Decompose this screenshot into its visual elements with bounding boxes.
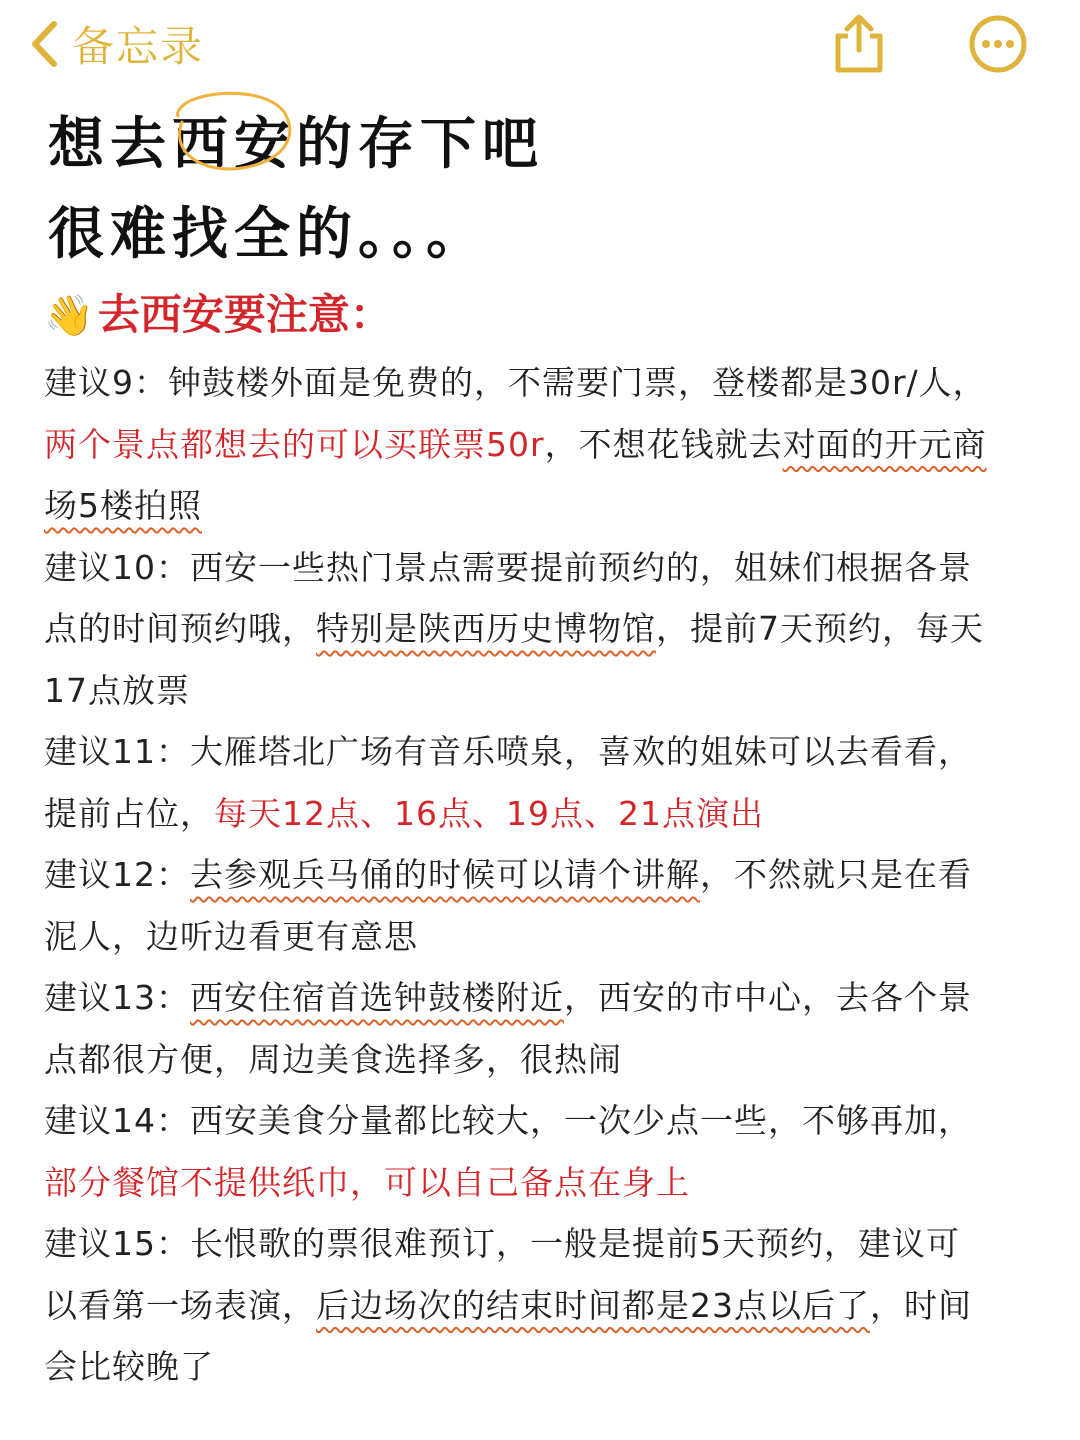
nav-bar: [0, 0, 1080, 92]
tip-line: [44, 1090, 1064, 1152]
back-label: 备忘录: [72, 22, 205, 71]
title-text: 想去: [48, 112, 172, 177]
tip-text: 建议14：西安美食分量都比较大，一次少点一些，不够再加，: [44, 1101, 972, 1140]
tip-text: 17点放票: [44, 670, 190, 710]
section-heading: [44, 282, 392, 342]
tip-text: 点都很方便，周边美食选择多，很热闹: [44, 1039, 622, 1079]
tip-text: 会比较晚了: [44, 1347, 214, 1386]
tip-item: [44, 967, 1064, 1090]
tip-text: ，不想花钱就去: [544, 424, 783, 464]
tip-line: [44, 783, 1064, 845]
tip-line: [44, 352, 1064, 414]
underlined-text: 场5楼拍照: [44, 486, 202, 525]
tip-line: [44, 967, 1064, 1029]
tip-line: [44, 844, 1064, 906]
share-button[interactable]: [830, 12, 888, 78]
tip-line: [44, 1275, 1064, 1337]
tip-text: 建议9：钟鼓楼外面是免费的，不需要门票，登楼都是30r/人，: [44, 363, 987, 402]
underlined-text: 对面的开元商: [782, 424, 987, 464]
note-title-line-1: [48, 100, 544, 180]
underlined-text: 西安住宿首选钟鼓楼附近: [190, 978, 564, 1017]
tip-item: [44, 1213, 1064, 1398]
tip-item: [44, 844, 1064, 967]
tip-line: [44, 1029, 1064, 1091]
chevron-left-icon: [30, 20, 58, 68]
tip-line: [44, 537, 1064, 599]
tip-line: [44, 906, 1064, 968]
tip-item: [44, 537, 1064, 722]
highlighted-text: 两个景点都想去的可以买联票50r: [44, 424, 545, 464]
highlighted-text: 部分餐馆不提供纸巾，可以自己备点在身上: [44, 1162, 690, 1202]
underlined-text: 特别是陕西历史博物馆: [316, 609, 656, 648]
tip-text: 提前占位，: [44, 793, 214, 833]
note-body: [44, 352, 1064, 1398]
tip-line: [44, 598, 1064, 660]
tip-line: [44, 1336, 1064, 1398]
tip-text: 建议10：西安一些热门景点需要提前预约的，姐妹们根据各景: [44, 547, 972, 587]
tip-item: [44, 721, 1064, 844]
tip-text: ，不然就只是在看: [700, 855, 972, 894]
tip-text: 建议11：大雁塔北广场有音乐喷泉，喜欢的姐妹可以去看看，: [44, 732, 972, 771]
tip-line: [44, 1213, 1064, 1275]
title-highlight-text: 西安: [172, 112, 296, 177]
tip-item: [44, 352, 1064, 537]
tip-line: [44, 1152, 1064, 1214]
title-text: 的存下吧: [296, 112, 544, 177]
tip-text: 点的时间预约哦，: [44, 609, 316, 648]
tip-text: 泥人，边听边看更有意思: [44, 916, 418, 956]
more-button[interactable]: [968, 14, 1028, 78]
back-button[interactable]: [30, 14, 204, 74]
tip-text: ，时间: [870, 1285, 972, 1325]
title-highlight: [172, 100, 296, 180]
note-title-line-2: 很难找全的。。。: [48, 202, 488, 267]
tip-line: [44, 475, 1064, 537]
tip-text: ，西安的市中心，去各个景: [564, 978, 972, 1017]
share-icon: [830, 12, 888, 74]
highlighted-text: 每天12点、16点、19点、21点演出: [214, 793, 764, 833]
tip-line: [44, 721, 1064, 783]
tip-text: 建议15：长恨歌的票很难预订，一般是提前5天预约，建议可: [44, 1224, 960, 1263]
more-icon: [968, 14, 1028, 74]
section-heading-text: 去西安要注意：: [97, 290, 392, 339]
tip-text: 以看第一场表演，: [44, 1285, 316, 1325]
tip-text: ，提前7天预约，每天: [656, 609, 984, 648]
tip-item: [44, 1090, 1064, 1213]
circle-highlight-icon: [162, 82, 302, 182]
tip-line: [44, 660, 1064, 722]
waving-hand-icon: 👋: [44, 293, 94, 339]
tip-line: [44, 414, 1064, 476]
tip-text: 建议12：: [44, 855, 190, 894]
underlined-text: 去参观兵马俑的时候可以请个讲解: [190, 855, 700, 894]
tip-text: 建议13：: [44, 978, 190, 1017]
underlined-text: 后边场次的结束时间都是23点以后了: [316, 1285, 870, 1325]
